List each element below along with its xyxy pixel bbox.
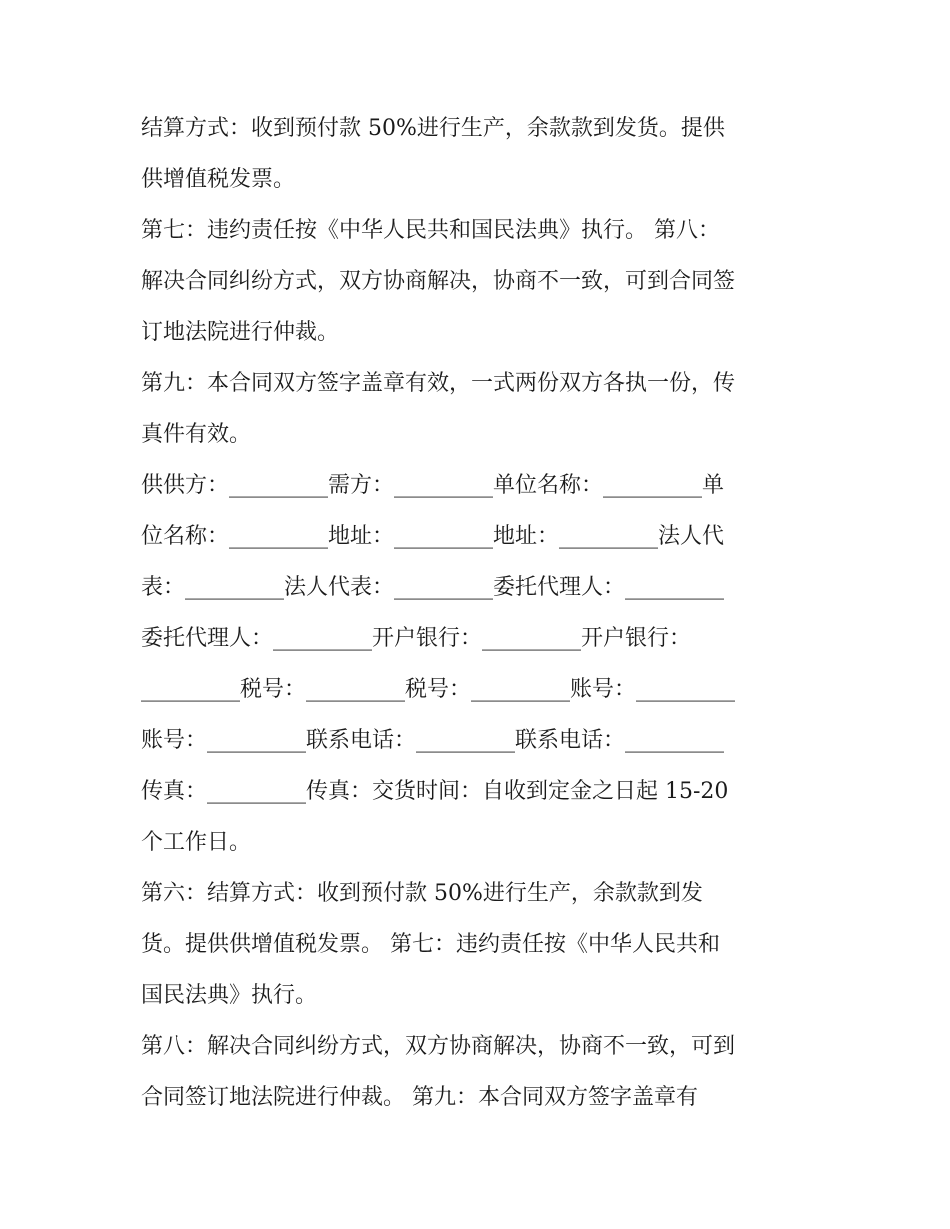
text-line: _________税号：_________税号：_________账号：_________	[141, 677, 736, 702]
text-line: 账号：_________联系电话：_________联系电话：_________	[141, 728, 725, 753]
text-line: 第七：违约责任按《中华人民共和国民法典》执行。 第八：	[141, 218, 720, 243]
text-line: 结算方式：收到预付款 50%进行生产，余款款到发货。提供	[141, 116, 725, 141]
text-line: 真件有效。	[141, 422, 252, 447]
text-line: 第九：本合同双方签字盖章有效，一式两份双方各执一份，传	[141, 371, 736, 396]
text-line: 位名称：_________地址：_________地址：_________法人代	[141, 524, 725, 549]
text-line: 合同签订地法院进行仲裁。 第九：本合同双方签字盖章有	[141, 1085, 698, 1110]
text-line: 第八：解决合同纠纷方式，双方协商解决，协商不一致，可到	[141, 1034, 736, 1059]
text-line: 传真：_________传真：交货时间：自收到定金之日起 15-20	[141, 779, 729, 804]
text-line: 货。提供供增值税发票。 第七：违约责任按《中华人民共和	[141, 932, 720, 957]
text-line: 国民法典》执行。	[141, 983, 318, 1008]
text-line: 表：_________法人代表：_________委托代理人：_________	[141, 575, 725, 600]
text-line: 供增值税发票。	[141, 167, 296, 192]
text-line: 供供方：_________需方：_________单位名称：_________单	[141, 473, 725, 498]
text-line: 委托代理人：_________开户银行：_________开户银行：	[141, 626, 692, 651]
text-line: 个工作日。	[141, 830, 252, 855]
text-line: 第六：结算方式：收到预付款 50%进行生产，余款款到发	[141, 881, 703, 906]
document-body	[141, 103, 821, 1123]
text-line: 解决合同纠纷方式，双方协商解决，协商不一致，可到合同签	[141, 269, 736, 294]
text-line: 订地法院进行仲裁。	[141, 320, 340, 345]
